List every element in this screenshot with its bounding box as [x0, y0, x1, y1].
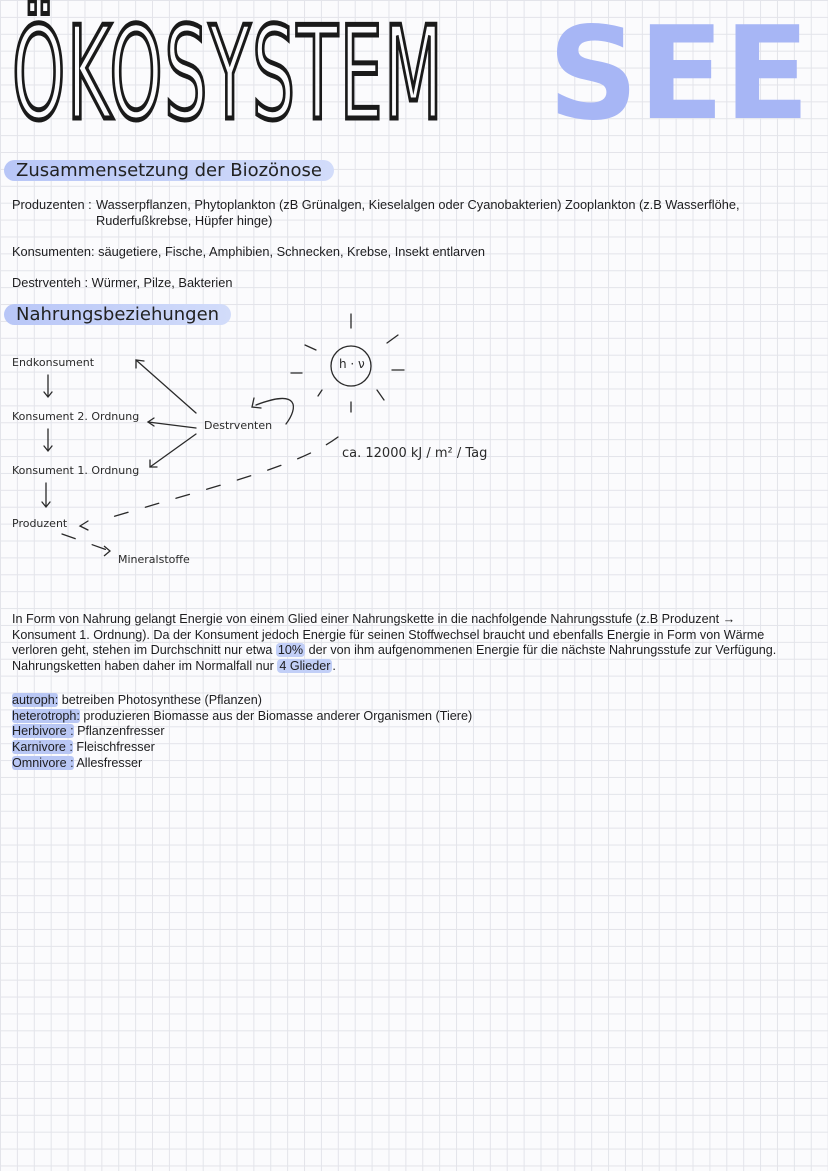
page-title: [12, 0, 552, 150]
diagram-destruenten: Destrventen: [204, 419, 273, 432]
sun-ray: [387, 335, 398, 343]
arrow-destruenten-k2: [148, 422, 196, 428]
produzenten-label: Produzenten :: [12, 197, 92, 212]
highlight-4-glieder: 4 Glieder: [279, 659, 331, 674]
destruenten-line: Destrventeh : Würmer, Pilze, Bakterien: [12, 275, 233, 290]
definition-term: heterotroph:: [12, 708, 80, 723]
diagram-konsument1: Konsument 1. Ordnung: [12, 464, 140, 477]
diagram-mineralstoffe: Mineralstoffe: [118, 553, 190, 566]
konsumenten-line: Konsumenten: säugetiere, Fische, Amphibien, Schnecken, Krebse, Insekt entlarven: [12, 244, 486, 259]
definition-term: Karnivore :: [12, 740, 73, 755]
definition-item: Herbivore : Pflanzenfresser: [12, 724, 165, 739]
arrow-destruenten-endkonsument: [136, 360, 196, 413]
diagram-endkonsument: Endkonsument: [12, 356, 95, 369]
diagram-produzent: Produzent: [12, 517, 68, 530]
definition-term: autroph:: [12, 693, 59, 707]
sun-ray: [305, 345, 316, 350]
section-heading-biozoenose: Zusammensetzung der Biozönose: [4, 160, 334, 181]
mineral-dashed-line: [62, 534, 110, 551]
highlight-10-percent: 10%: [277, 643, 304, 658]
title-part-see: SEE: [548, 0, 810, 149]
arrow-destruenten-k1: [150, 434, 196, 467]
energy-label: ca. 12000 kJ / m² / Tag: [342, 446, 488, 461]
title-part-okosystem: ÖKOSYSTEM: [12, 0, 445, 149]
food-chain-diagram: [0, 300, 828, 590]
arrowhead-8: [80, 521, 88, 530]
section-heading-nahrungsbeziehungen: Nahrungsbeziehungen: [4, 304, 231, 325]
definitions-list: [12, 693, 782, 772]
sun-ray: [377, 390, 384, 400]
energy-paragraph: In Form von Nahrung gelangt Energie von einem Glied einer Nahrungskette in die nachfolgende Nahrungsstufe (z.B Produzent → Konsument 1. Ordnung). Da der Konsument jedoch Energie für seinen Stoffwechsel braucht und ebenfalls Energie in Form von Wärme verloren geht, stehen im Durchschnitt nur etwa 10% der von ihm aufgenommenen Energie für die nächste Nahrungsstufe zur Verfügung. Nahrungsketten haben daher im Normalfall nur 4 Glieder .: [12, 612, 777, 674]
definition-item: Karnivore : Fleischfresser: [12, 740, 155, 755]
definition-term: Omnivore :: [12, 755, 74, 770]
energy-dashed-line: [112, 437, 338, 517]
arrowhead-9: [104, 546, 110, 556]
definition-item: Omnivore : Allesfresser: [12, 755, 143, 770]
definition-item: autroph: betreiben Photosynthese (Pflanzen): [12, 693, 262, 707]
diagram-konsument2: Konsument 2. Ordnung: [12, 410, 140, 423]
produzenten-text: Wasserpflanzen, Phytoplankton (zB Grünalgen, Kieselalgen oder Cyanobakterien) Zooplankton (z.B Wasserflöhe,: [96, 197, 740, 212]
definition-term: Herbivore :: [12, 724, 74, 739]
sun-label: h · ν: [339, 357, 365, 371]
produzenten-text-cont: Ruderfußkrebse, Hüpfer hinge): [96, 213, 273, 228]
definition-item: heterotroph: produzieren Biomasse aus der Biomasse anderer Organismen (Tiere): [12, 708, 473, 723]
sun-ray: [318, 390, 322, 396]
